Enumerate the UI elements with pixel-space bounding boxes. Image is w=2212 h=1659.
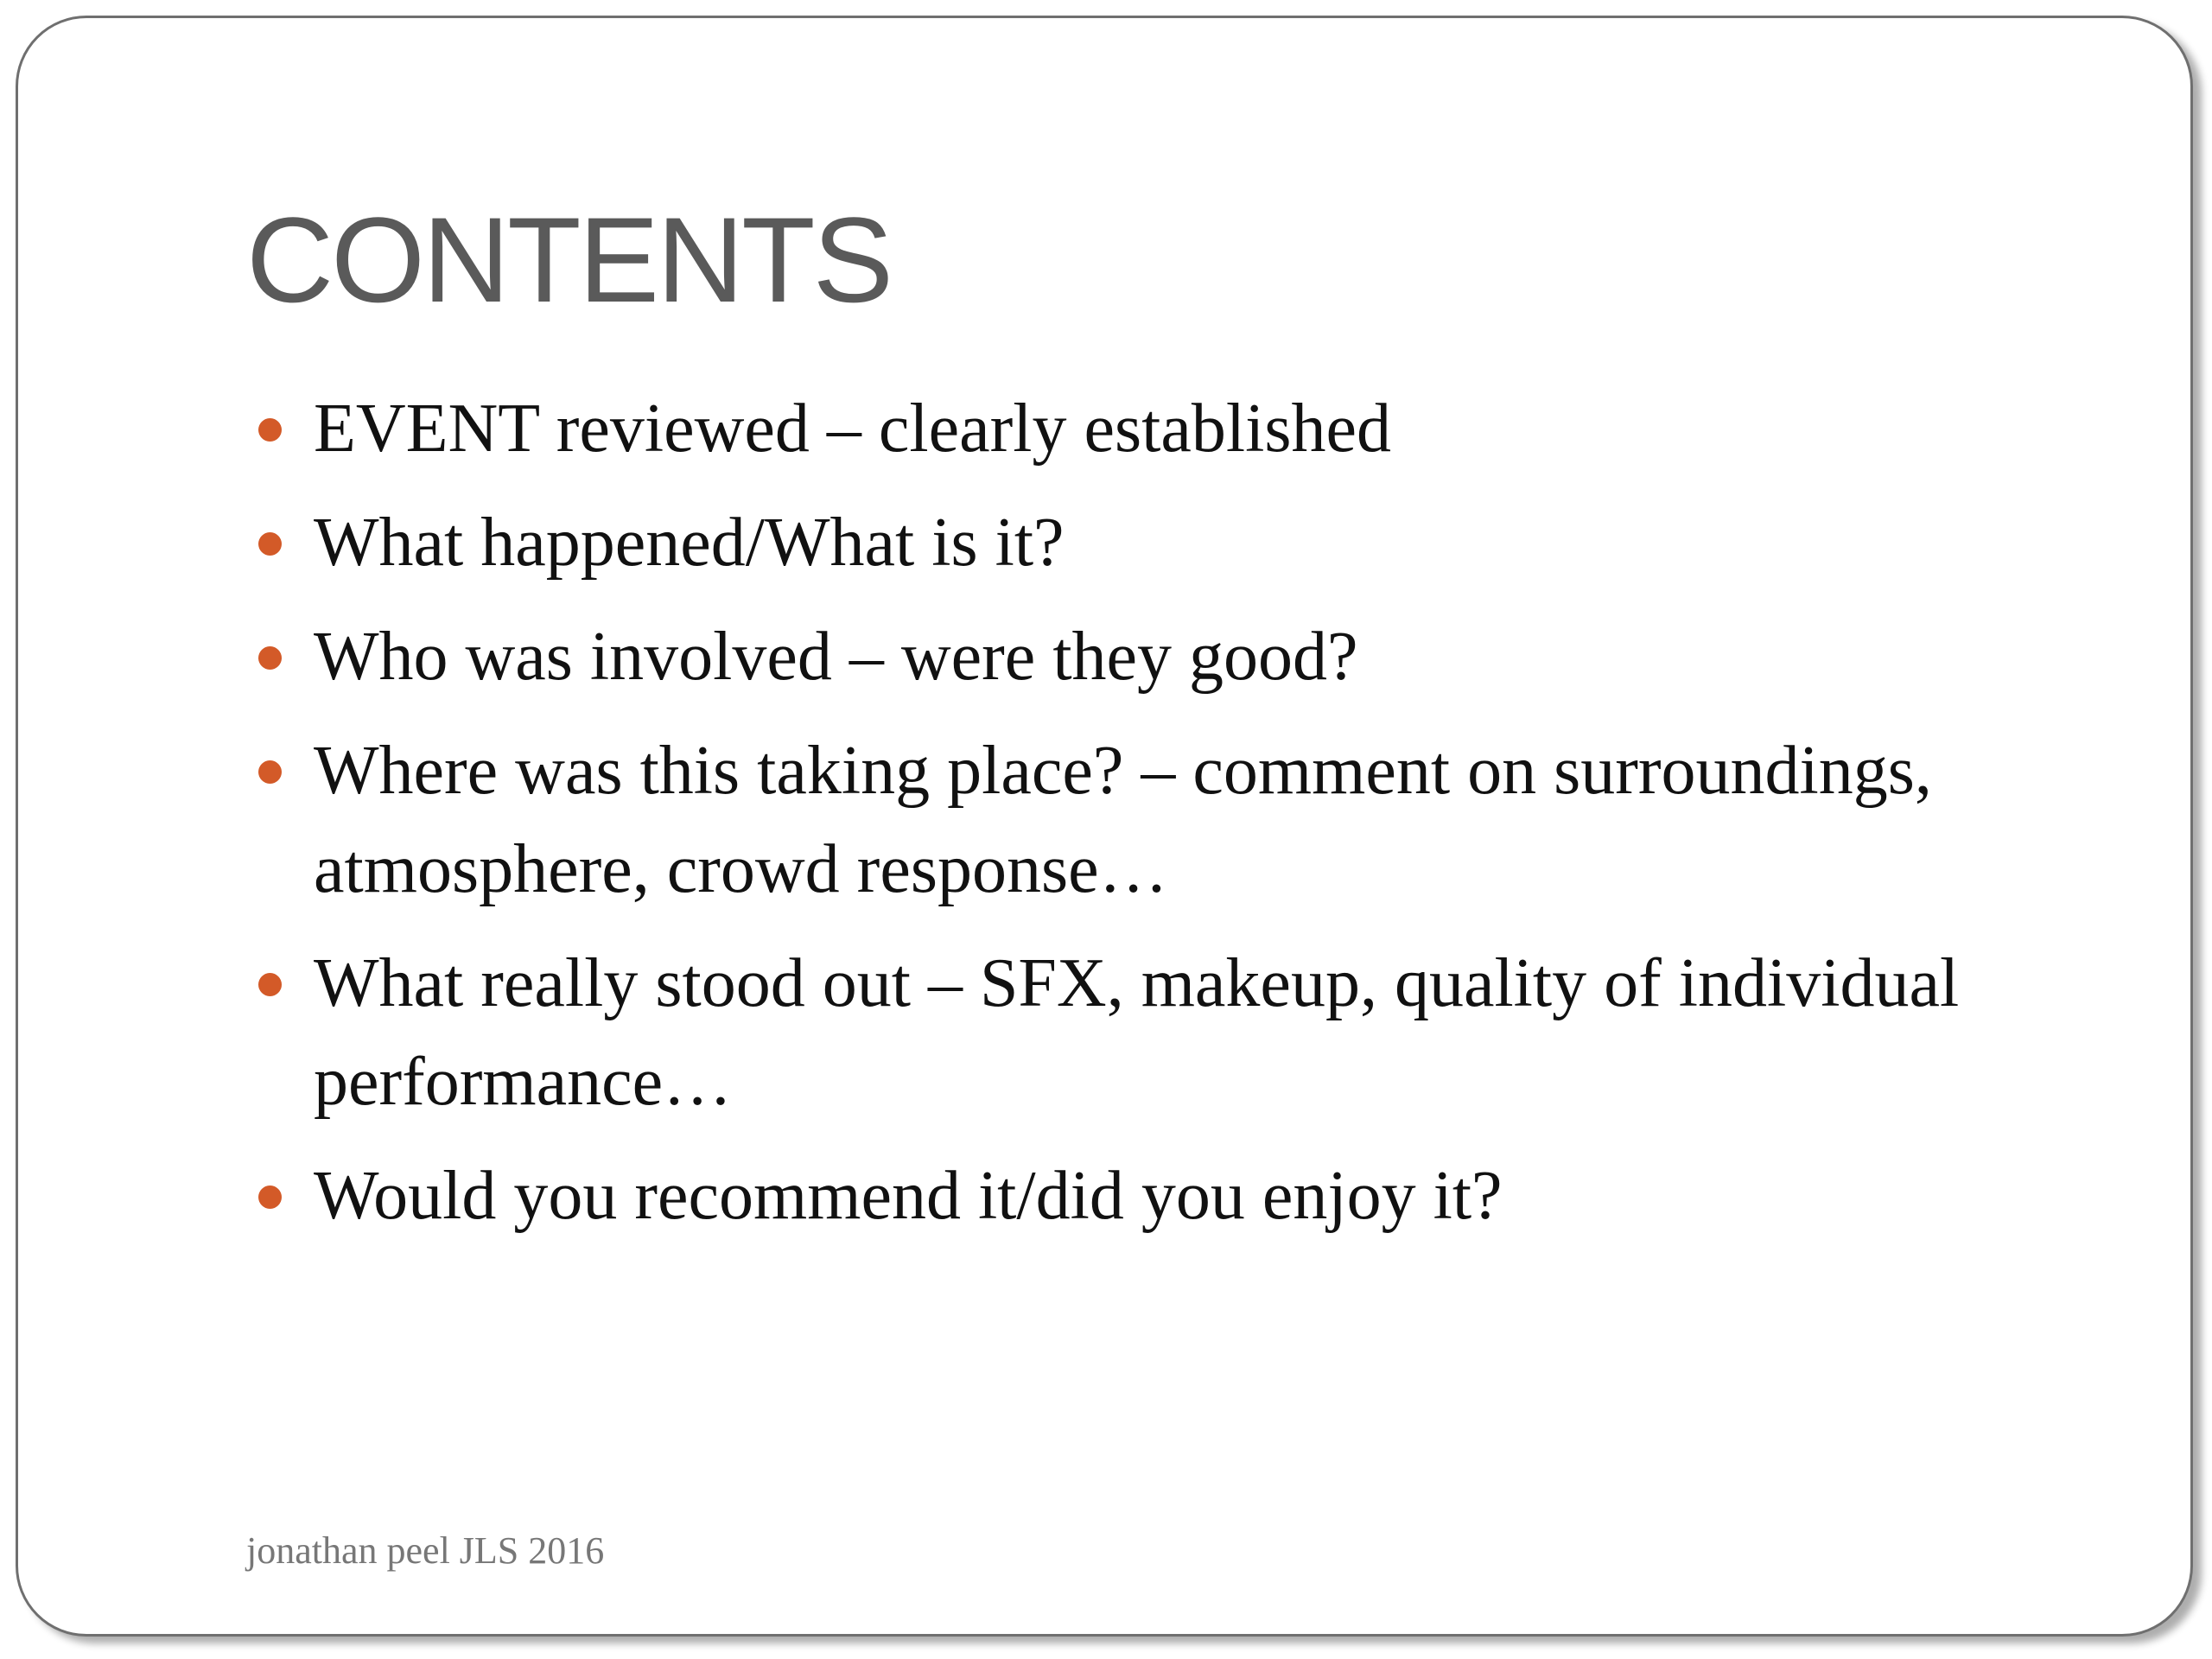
bullet-text: EVENT reviewed – clearly established bbox=[314, 391, 1391, 467]
bullet-text: Who was involved – were they good? bbox=[314, 619, 1358, 695]
bullet-text: What happened/What is it? bbox=[314, 505, 1065, 581]
bullet-item bbox=[246, 934, 2113, 1131]
slide-frame bbox=[16, 16, 2193, 1637]
bullet-list bbox=[246, 379, 2113, 1261]
bullet-dot-icon bbox=[258, 1185, 282, 1209]
bullet-dot-icon bbox=[258, 532, 282, 556]
slide-title: CONTENTS bbox=[246, 192, 891, 327]
bullet-text: What really stood out – SFX, makeup, quality of individual performance… bbox=[314, 945, 1960, 1120]
bullet-text: Where was this taking place? – comment on surroundings, atmosphere, crowd response… bbox=[314, 733, 1932, 907]
bullet-dot-icon bbox=[258, 418, 282, 442]
bullet-item bbox=[246, 493, 2113, 592]
bullet-dot-icon bbox=[258, 646, 282, 670]
bullet-item bbox=[246, 379, 2113, 478]
footer-credit: jonathan peel JLS 2016 bbox=[246, 1529, 605, 1572]
bullet-item bbox=[246, 607, 2113, 706]
bullet-item bbox=[246, 1147, 2113, 1245]
bullet-dot-icon bbox=[258, 973, 282, 996]
bullet-text: Would you recommend it/did you enjoy it? bbox=[314, 1158, 1503, 1234]
bullet-dot-icon bbox=[258, 760, 282, 784]
bullet-item bbox=[246, 721, 2113, 918]
